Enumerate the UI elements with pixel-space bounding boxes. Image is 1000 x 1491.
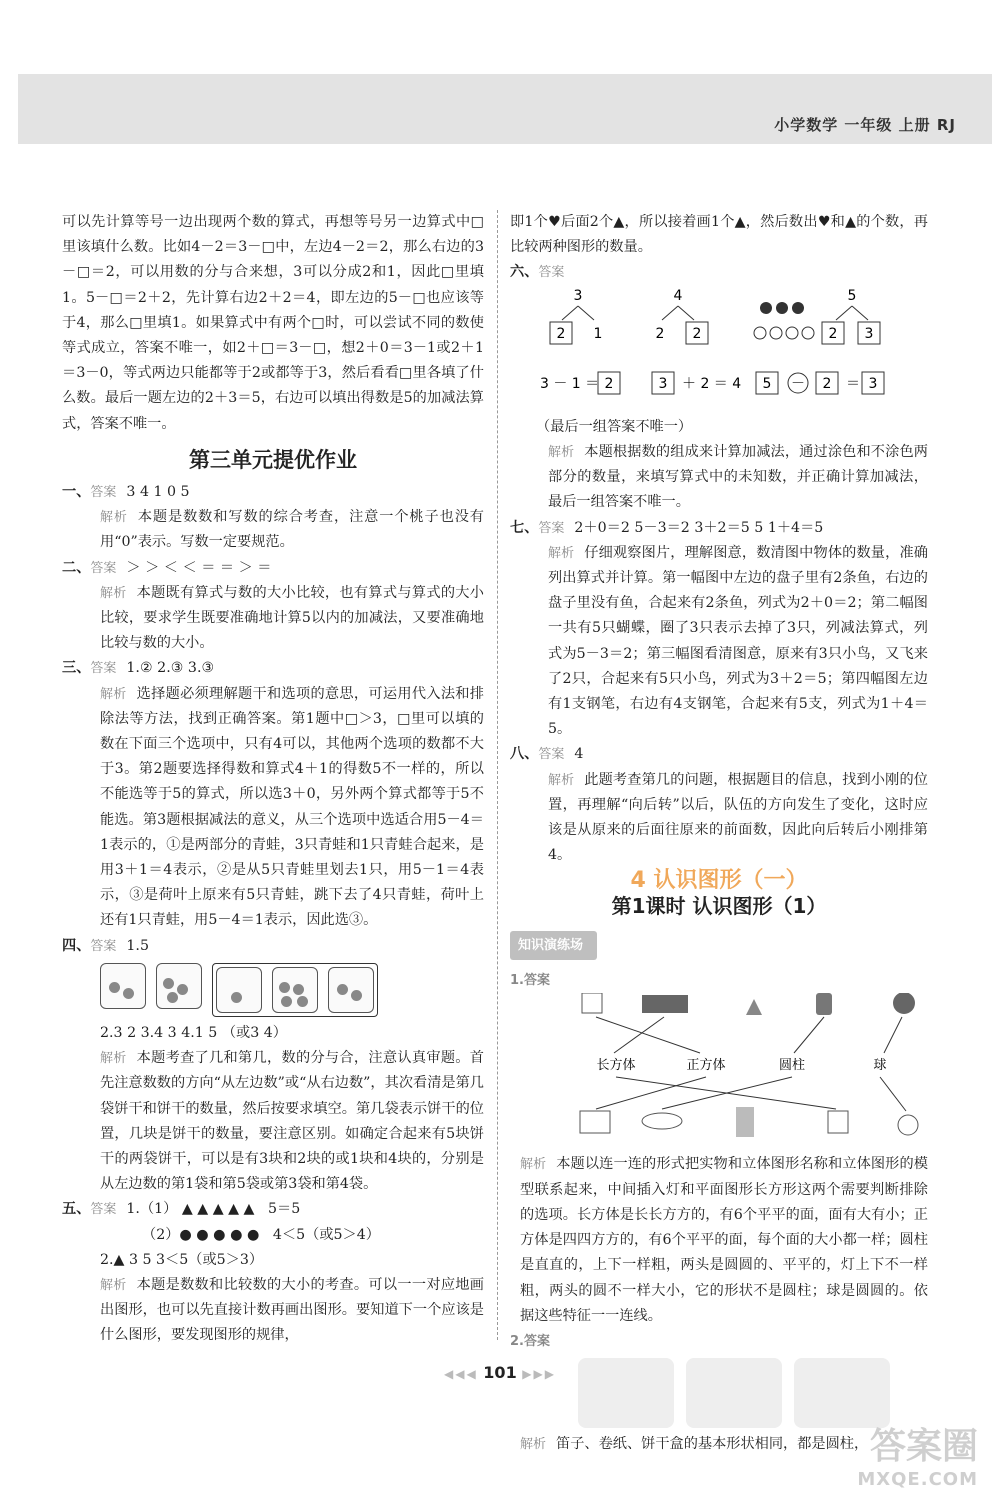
page-footer	[0, 1363, 1000, 1382]
svg-text:1: 1	[593, 325, 603, 342]
colored-dots-icon	[754, 302, 814, 339]
svg-text:2: 2	[692, 325, 702, 342]
p2-answer-tag: 2.答案	[510, 1333, 550, 1349]
q5-answer-circles: （2）● ● ● ● ● 4＜5（或5＞4）	[142, 1226, 380, 1243]
svg-text:4: 4	[673, 287, 683, 304]
svg-text:5: 5	[762, 375, 772, 392]
cookie-bag-icon	[100, 963, 146, 1009]
number-tree-3	[822, 288, 880, 344]
svg-text:3: 3	[864, 325, 874, 342]
number-tree-1	[550, 288, 602, 344]
p2-analysis: 解析 笛子、卷纸、饼干盒的基本形状相同，都是圆柱，	[520, 1436, 869, 1453]
page-number: 101	[483, 1363, 517, 1382]
ball-icon	[893, 993, 915, 1014]
q7-analysis: 解析 仔细观察图片，理解图意，数清图中物体的数量，准确列出算式并计算。第一幅图中左边的盘子里有2条鱼，右边的盘子里没有鱼，合起来有2条鱼，列式为2＋0＝2；第二幅图一共有5只蝴蝶，圈了3只表示去掉了3只，列减法算式，列式为5－3＝2；第三幅图看清图意，原来有3只小鸟，又飞来了2只，合起来有5只小鸟，列式为3＋2＝5；第四幅图左边有1支钢笔，右边有4支钢笔，合起来有5支，列式为1＋4＝5。	[548, 544, 928, 738]
cookie-bag-icon	[216, 967, 262, 1013]
q4-answer: 四、答案 1.5	[62, 937, 149, 954]
shape-matching-figure	[510, 993, 928, 1143]
q2-answer: 二、答案 ＞ ＞ ＜ ＜ ＝ ＝ ＞ ＝	[62, 559, 272, 576]
svg-text:2: 2	[604, 375, 614, 392]
cookie-bags-figure	[100, 963, 484, 1017]
svg-text:2: 2	[822, 375, 832, 392]
q5-analysis: 解析 本题是数数和比较数的大小的考查。可以一一对应地画出图形，也可以先直接计数再画出图形。要知道下一个应该是什么图形，要发现图形的规律，	[100, 1276, 484, 1344]
q6-answer: 六、答案	[510, 264, 565, 281]
q6-analysis: 解析 本题根据数的组成来计算加减法，通过涂色和不涂色两部分的数量，来填写算式中的未知数，并正确计算加减法，最后一组答案不唯一。	[548, 444, 928, 511]
number-tree-2	[656, 288, 708, 344]
column-divider	[497, 210, 498, 1340]
unit-4-title: 4 认识图形（一）	[630, 868, 808, 894]
cookie-bag-icon	[272, 967, 318, 1013]
q1-answer: 一、答案 3 4 1 0 5	[62, 484, 190, 501]
practice-banner: 知识演练场	[510, 931, 597, 960]
cube-object-icon	[582, 993, 602, 1013]
intro-paragraph: 可以先计算等号一边出现两个数的算式，再想等号另一边算式中□里该填什么数。比如4－2＝3－□中，左边4－2＝2，那么右边的3－□＝2，可以用数的分与合来想，3可以分成2和1，因此□里填1。5－□＝2＋2，先计算右边2＋2＝4，即左边的5－□也应该等于4，那么□里填1。如果算式中有两个□时，可以尝试不同的数使等式成立，答案不唯一，如2＋□＝3－□，想2＋0＝3－1或2＋1＝3－0，等式两边只能都等于2或都等于3，然后看看□里各填了什么数。最后一题左边的2＋3＝5，右边可以填出得数是5的加减法算式，答案不唯一。	[62, 214, 484, 432]
cylinder-model-icon	[642, 1113, 682, 1129]
label-cuboid: 长方体	[596, 1058, 636, 1074]
q5-answer-2: 2.▲ 3 5 3＜5（或5＞3）	[100, 1251, 264, 1268]
p1-analysis: 解析 本题以连一连的形式把实物和立体图形名称和立体图形的模型联系起来，中间插入灯和平面图形长方形这两个需要判断排除的选项。长方体是长长方方的，有6个平平的面，面有大有小；正方体是四四方方的，有6个平平的面，每个面的大小都一样；圆柱是直直的，上下一样粗，两头是圆圆的、平平的，灯上下不一样粗，两头的圆不一样大小，它的形状不是圆柱；球是圆圆的。依据这些特征一一连线。	[520, 1156, 928, 1324]
q8-analysis: 解析 此题考查第几的问题，根据题目的信息，找到小刚的位置，再理解“向后转”以后，队伍的方向发生了变化，这时应该是从原来的后面往原来的前面数，因此向后转后小刚排第4。	[548, 771, 928, 864]
q8-answer: 八、答案 4	[510, 746, 584, 763]
p1-answer-tag: 1.答案	[510, 973, 550, 989]
q1-analysis: 解析 本题是数数和写数的综合考查，注意一个桃子也没有用“0”表示。写数一定要规范。	[100, 509, 484, 551]
label-sphere: 球	[873, 1058, 887, 1074]
rectangle-shape-icon	[736, 1107, 754, 1137]
cookie-bag-icon	[156, 963, 202, 1009]
q3-analysis: 解析 选择题必须理解题干和选项的意思，可运用代入法和排除法等方法，找到正确答案。第1题中□＞3，□里可以填的数在下面三个选项中，只有4可以，其他两个选项的数都不大于3。第2题要选择得数和算式4＋1的得数5不一样的，所以不能选等于5的算式，所以选3＋0，另外两个算式都等于5不能选。第3题根据减法的意义，从三个选项中选适合用5－4＝1表示的，①是两部分的青蛙，3只青蛙和1只青蛙合起来，是用3＋1＝4表示，②是从5只青蛙里划去1只，用5－1＝4表示，③是荷叶上原来有5只青蛙，跳下去了4只青蛙，荷叶上还有1只青蛙，用5－4＝1表示，因此选③。	[100, 685, 484, 929]
cube-model-icon	[828, 1111, 848, 1133]
cookie-bag-icon	[328, 967, 374, 1013]
left-column	[62, 210, 484, 1349]
q5-answer: 五、答案 1.（1） ▲ ▲ ▲ ▲ ▲ 5＝5	[62, 1201, 301, 1218]
svg-text:3: 3	[658, 375, 668, 392]
sphere-model-icon	[898, 1115, 918, 1135]
right-arrows-icon: ▶▶▶	[522, 1367, 556, 1381]
book-title: 小学数学 一年级 上册 RJ	[774, 116, 956, 134]
svg-text:2: 2	[828, 325, 838, 342]
cuboid-model-icon	[580, 1111, 610, 1133]
svg-text:2: 2	[655, 325, 665, 342]
number-trees-figure	[510, 286, 928, 406]
svg-text:3: 3	[573, 287, 583, 304]
page-header	[18, 74, 992, 144]
label-cube: 正方体	[686, 1058, 726, 1074]
svg-text:＋ 2 ＝ 4: ＋ 2 ＝ 4	[682, 375, 742, 392]
q7-answer: 七、答案 2＋0＝2 5－3＝2 3＋2＝5 5 1＋4＝5	[510, 519, 824, 536]
suitcase-icon	[642, 995, 688, 1013]
q3-answer: 三、答案 1.② 2.③ 3.③	[62, 660, 215, 677]
lamp-icon	[746, 999, 762, 1015]
watermark	[857, 1418, 978, 1490]
right-column	[510, 210, 928, 1457]
svg-text:＝: ＝	[846, 375, 860, 392]
can-icon	[816, 993, 832, 1015]
equations-row	[540, 372, 884, 394]
watermark-logo: 答案圈	[869, 1426, 978, 1467]
label-cylinder: 圆柱	[778, 1058, 806, 1074]
svg-text:3 － 1 ＝: 3 － 1 ＝	[540, 375, 600, 392]
svg-text:5: 5	[847, 287, 857, 304]
svg-text:3: 3	[868, 375, 878, 392]
continuation-paragraph: 即1个♥后面2个▲，所以接着画1个▲，然后数出♥和▲的个数，再比较两种图形的数量。	[510, 214, 928, 256]
svg-text:－: －	[791, 375, 805, 392]
lesson-title: 第1课时 认识图形（1）	[611, 893, 827, 918]
watermark-url: MXQE.COM	[857, 1469, 978, 1490]
q4-analysis: 解析 本题考查了几和第几，数的分与合，注意认真审题。首先注意数数的方向“从左边数”或“从右边数”，其次看清是第几袋饼干和饼干的数量，然后按要求填空。第几袋表示饼干的位置，几块是饼干的数量，要注意区别。如确定合起来有5块饼干的两袋饼干，可以是有3块和2块的或1块和4块的，分别是从左边数的第1袋和第5袋或第3袋和第4袋。	[100, 1050, 484, 1193]
q6-note: （最后一组答案不唯一）	[536, 418, 693, 435]
svg-text:2: 2	[556, 325, 566, 342]
cookie-bag-selection	[212, 963, 378, 1017]
q2-analysis: 解析 本题既有算式与数的大小比较，也有算式与算式的大小比较，要求学生既要准确地计算5以内的加减法，又要准确地比较与数的大小。	[100, 584, 484, 652]
left-arrows-icon: ◀◀◀	[444, 1367, 478, 1381]
unit-title: 第三单元提优作业	[189, 447, 357, 472]
circles-icon: ● ● ● ● ●	[179, 1226, 264, 1243]
q4-answer-2: 2.3 2 3.4 3 4.1 5 （或3 4）	[100, 1024, 287, 1041]
triangles-icon: ▲ ▲ ▲ ▲ ▲	[177, 1201, 259, 1218]
